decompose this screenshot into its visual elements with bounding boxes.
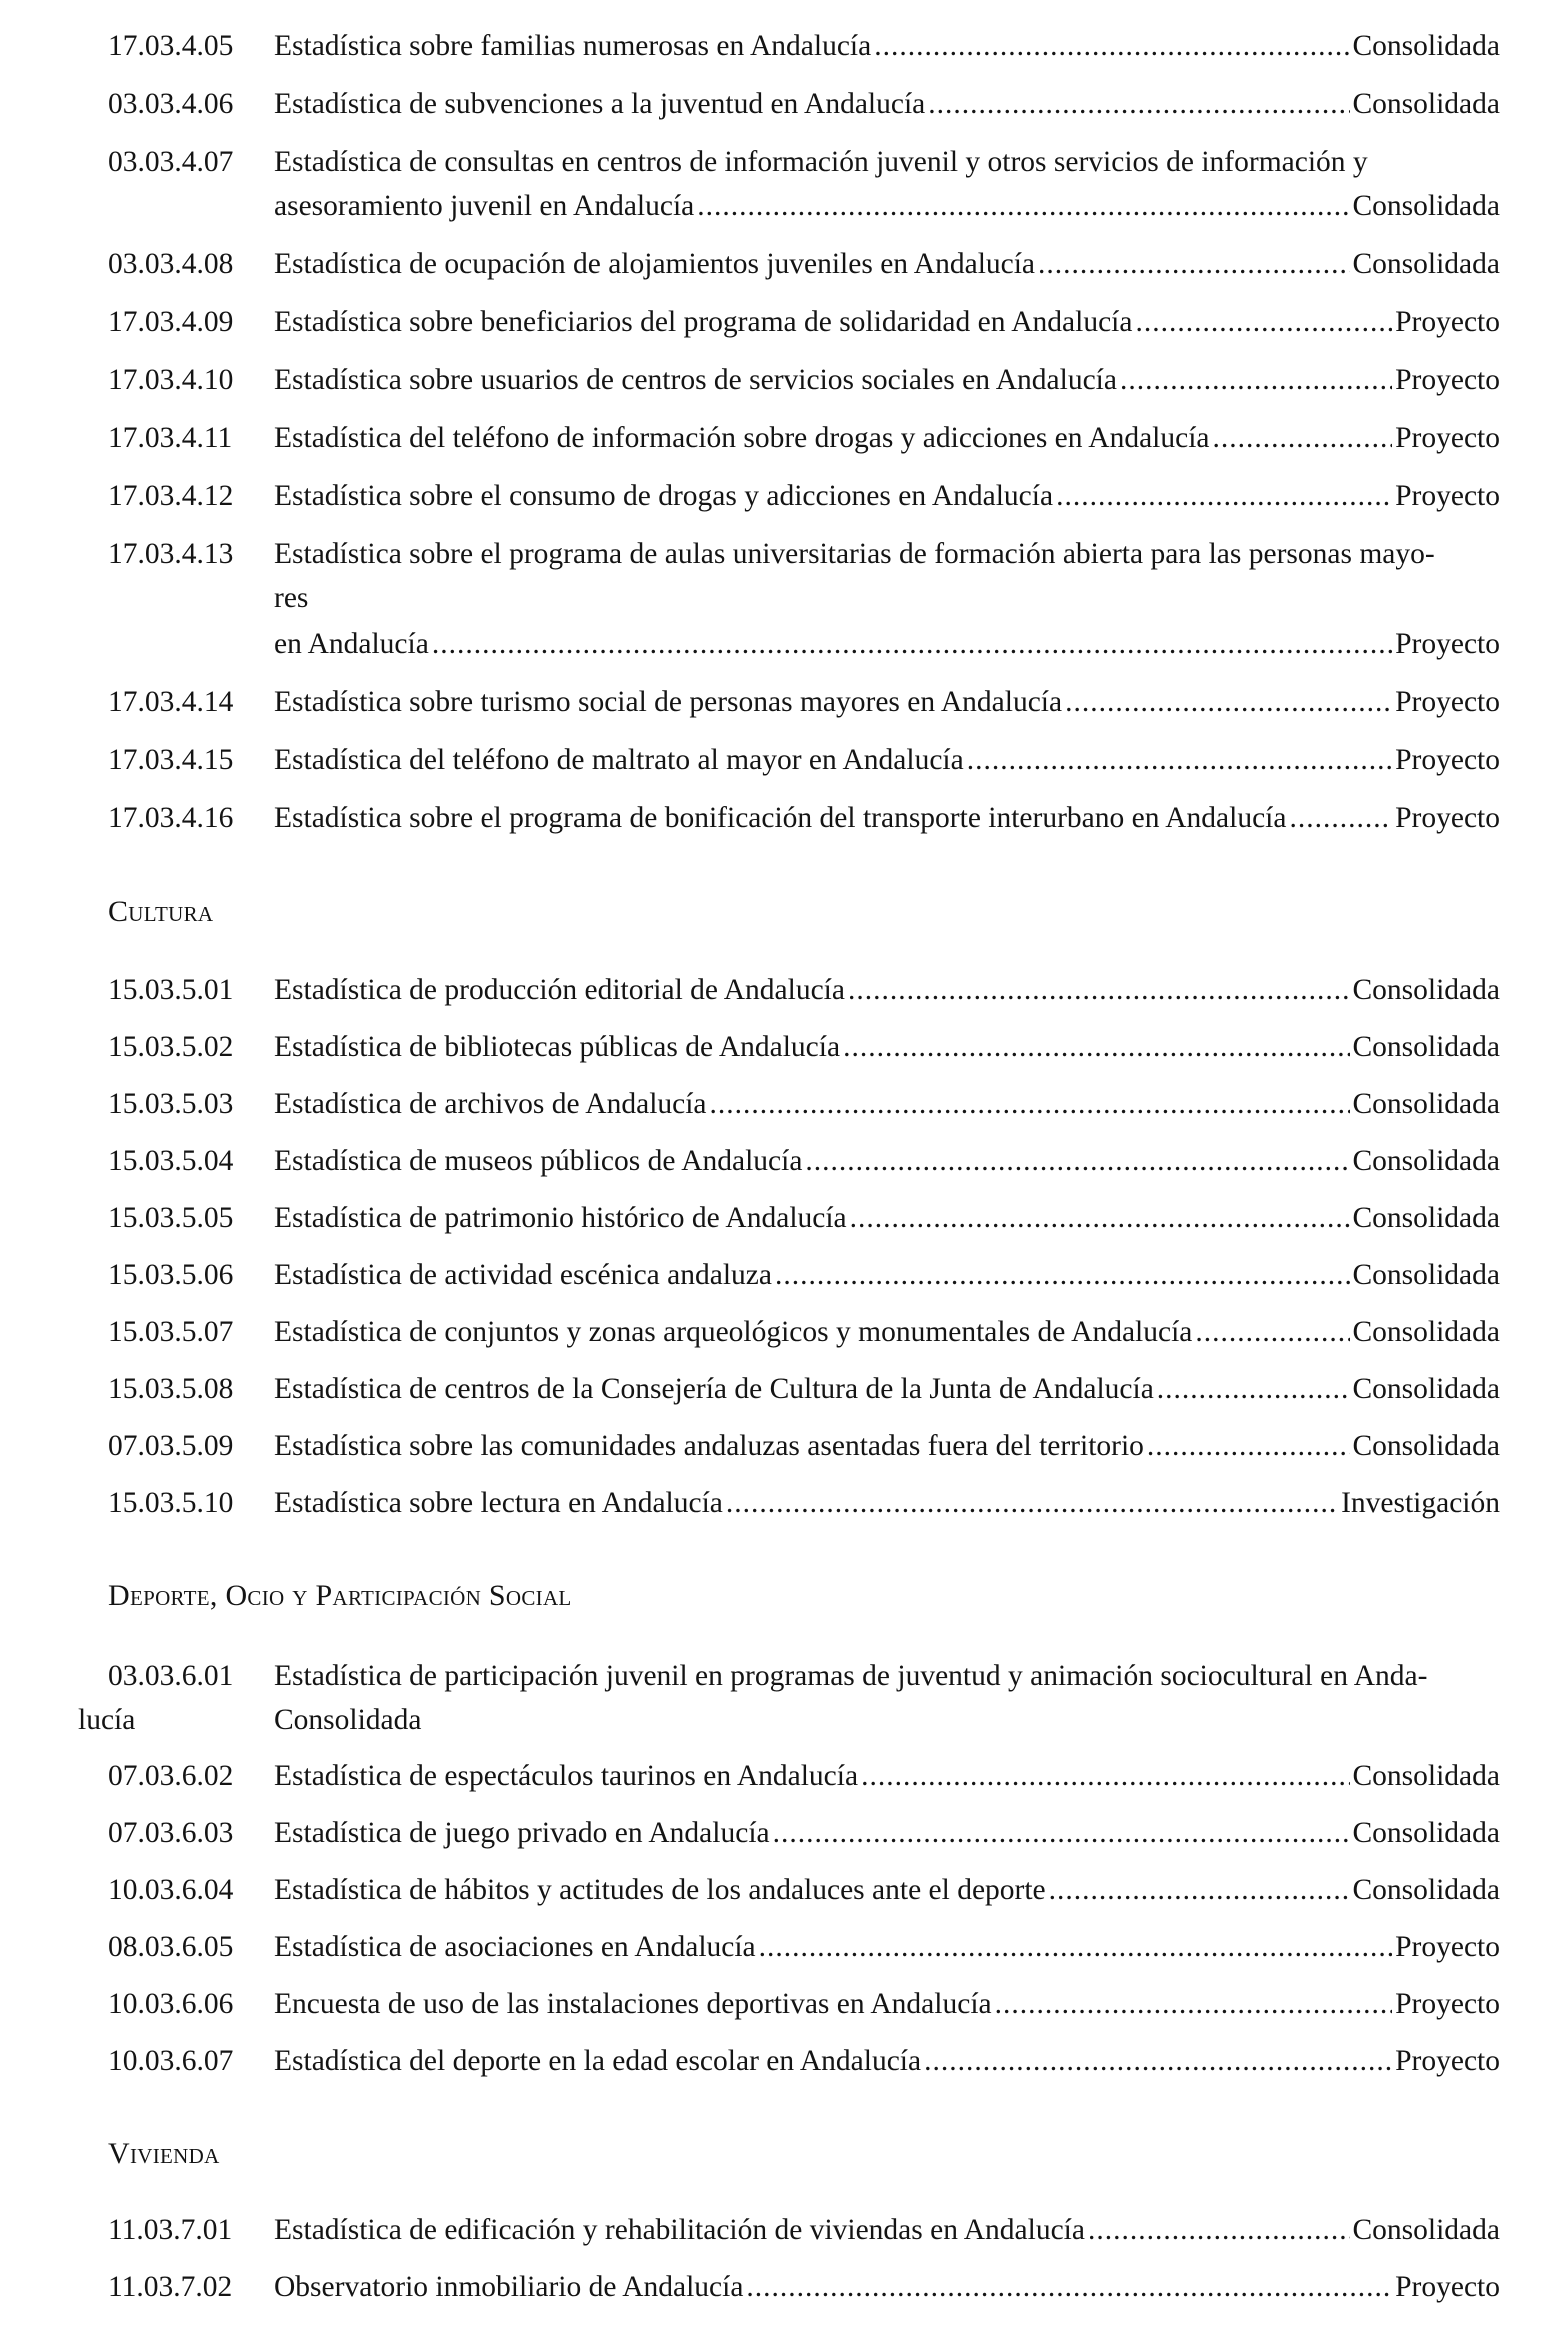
entry-code: 03.03.4.06 xyxy=(108,88,234,120)
entry-title: Estadística sobre lectura en Andalucía xyxy=(274,1487,723,1519)
entry-title: Estadística de asociaciones en Andalucía xyxy=(274,1931,756,1963)
entry-status: Consolidada xyxy=(1352,190,1500,222)
entry-status: Consolidada xyxy=(1352,2214,1500,2246)
entry-code: 07.03.5.09 xyxy=(108,1430,234,1462)
entry-status: Consolidada xyxy=(1352,1373,1500,1405)
entry-code: 15.03.5.10 xyxy=(108,1487,234,1519)
entry-title-continued: res xyxy=(274,582,309,614)
entry-status: Consolidada xyxy=(1352,1430,1500,1462)
entry-title: Estadística de juego privado en Andalucía xyxy=(274,1817,770,1849)
entry-code: 17.03.4.15 xyxy=(108,744,234,776)
entry-title: Estadística sobre beneficiarios del programa de solidaridad en Andalucía xyxy=(274,306,1133,338)
entry-title: Estadística sobre las comunidades andaluzas asentadas fuera del territorio xyxy=(274,1430,1144,1462)
entry-code: 17.03.4.10 xyxy=(108,364,234,396)
entry-title: Observatorio inmobiliario de Andalucía xyxy=(274,2271,744,2303)
entry-status: Proyecto xyxy=(1395,306,1500,338)
entry-code: 07.03.6.03 xyxy=(108,1817,234,1849)
entry-code: 08.03.6.05 xyxy=(108,1931,234,1963)
entry-code: 15.03.5.05 xyxy=(108,1202,234,1234)
section-heading-deporte: Deporte, Ocio y Participación Social xyxy=(108,1579,572,1612)
entry-code: 15.03.5.07 xyxy=(108,1316,234,1348)
entry-title: Estadística de subvenciones a la juventud en Andalucía xyxy=(274,88,926,120)
entry-title: Estadística del teléfono de maltrato al mayor en Andalucía xyxy=(274,744,964,776)
entry-title: Estadística de actividad escénica andaluza xyxy=(274,1259,772,1291)
entry-title: Estadística de conjuntos y zonas arqueológicos y monumentales de Andalucía xyxy=(274,1316,1193,1348)
entry-status: Proyecto xyxy=(1395,2271,1500,2303)
entry-code: 11.03.7.01 xyxy=(108,2214,233,2246)
entry-status: Consolidada xyxy=(1352,248,1500,280)
entry-status: Proyecto xyxy=(1395,480,1500,512)
entry-status: Proyecto xyxy=(1395,802,1500,834)
entry-code: 15.03.5.02 xyxy=(108,1031,234,1063)
entry-title-wrap: lucía xyxy=(78,1704,136,1736)
entry-status: Consolidada xyxy=(274,1704,422,1736)
entry-title: Estadística sobre familias numerosas en Andalucía xyxy=(274,30,872,62)
entry-status: Proyecto xyxy=(1395,422,1500,454)
entry-code: 17.03.4.16 xyxy=(108,802,234,834)
entry-status: Proyecto xyxy=(1395,628,1500,660)
entry-status: Consolidada xyxy=(1352,1031,1500,1063)
entry-status: Consolidada xyxy=(1352,974,1500,1006)
entry-code: 03.03.4.07 xyxy=(108,146,234,178)
entry-status: Proyecto xyxy=(1395,2045,1500,2077)
entry-title: Estadística de patrimonio histórico de Andalucía xyxy=(274,1202,847,1234)
entry-code: 15.03.5.03 xyxy=(108,1088,234,1120)
entry-status: Consolidada xyxy=(1352,1202,1500,1234)
entry-status: Consolidada xyxy=(1352,1874,1500,1906)
entry-title: Estadística de espectáculos taurinos en Andalucía xyxy=(274,1760,859,1792)
entry-code: 15.03.5.06 xyxy=(108,1259,234,1291)
entry-title: Estadística de producción editorial de Andalucía xyxy=(274,974,845,1006)
entry-code: 07.03.6.02 xyxy=(108,1760,234,1792)
entry-title: Estadística de consultas en centros de información juvenil y otros servicios de información y xyxy=(274,146,1368,178)
entry-status: Investigación xyxy=(1341,1487,1500,1519)
entry-status: Consolidada xyxy=(1352,1088,1500,1120)
entry-title: Estadística de participación juvenil en programas de juventud y animación sociocultural en Anda- xyxy=(274,1660,1428,1692)
entry-code: 11.03.7.02 xyxy=(108,2271,233,2303)
entry-status: Proyecto xyxy=(1395,364,1500,396)
entry-title-continued: en Andalucía xyxy=(274,628,429,660)
entry-title: Estadística de hábitos y actitudes de los andaluces ante el deporte xyxy=(274,1874,1046,1906)
entry-code: 10.03.6.07 xyxy=(108,2045,234,2077)
entry-status: Consolidada xyxy=(1352,1145,1500,1177)
entry-status: Consolidada xyxy=(1352,88,1500,120)
entry-title: Estadística sobre usuarios de centros de servicios sociales en Andalucía xyxy=(274,364,1117,396)
entry-title: Estadística del deporte en la edad escolar en Andalucía xyxy=(274,2045,922,2077)
entry-status: Consolidada xyxy=(1352,1817,1500,1849)
entry-code: 17.03.4.05 xyxy=(108,30,234,62)
entry-title: Estadística sobre el programa de aulas universitarias de formación abierta para las personas mayo- xyxy=(274,538,1435,570)
entry-status: Consolidada xyxy=(1352,1316,1500,1348)
entry-status: Proyecto xyxy=(1395,744,1500,776)
entry-code: 17.03.4.13 xyxy=(108,538,234,570)
entry-title: Estadística de edificación y rehabilitación de viviendas en Andalucía xyxy=(274,2214,1085,2246)
entry-code: 03.03.6.01 xyxy=(108,1660,234,1692)
entry-code: 15.03.5.01 xyxy=(108,974,234,1006)
section-heading-vivienda: Vivienda xyxy=(108,2137,220,2170)
entry-code: 17.03.4.09 xyxy=(108,306,234,338)
entry-title: Estadística de bibliotecas públicas de Andalucía xyxy=(274,1031,841,1063)
entry-title: Estadística de ocupación de alojamientos juveniles en Andalucía xyxy=(274,248,1036,280)
entry-title: Estadística sobre el programa de bonificación del transporte interurbano en Andalucía xyxy=(274,802,1287,834)
entry-status: Proyecto xyxy=(1395,1988,1500,2020)
entry-code: 10.03.6.04 xyxy=(108,1874,234,1906)
entry-status: Consolidada xyxy=(1352,30,1500,62)
entry-code: 17.03.4.11 xyxy=(108,422,233,454)
entry-title: Estadística del teléfono de información sobre drogas y adicciones en Andalucía xyxy=(274,422,1210,454)
entry-title: Encuesta de uso de las instalaciones deportivas en Andalucía xyxy=(274,1988,992,2020)
entry-status: Consolidada xyxy=(1352,1760,1500,1792)
entry-code: 10.03.6.06 xyxy=(108,1988,234,2020)
entry-title: Estadística de centros de la Consejería de Cultura de la Junta de Andalucía xyxy=(274,1373,1154,1405)
entry-title-continued: asesoramiento juvenil en Andalucía xyxy=(274,190,695,222)
entry-code: 15.03.5.08 xyxy=(108,1373,234,1405)
entry-status: Proyecto xyxy=(1395,686,1500,718)
entry-code: 17.03.4.12 xyxy=(108,480,234,512)
section-heading-cultura: Cultura xyxy=(108,895,214,928)
entry-title: Estadística sobre el consumo de drogas y adicciones en Andalucía xyxy=(274,480,1054,512)
entry-code: 17.03.4.14 xyxy=(108,686,234,718)
entry-code: 03.03.4.08 xyxy=(108,248,234,280)
entry-status: Proyecto xyxy=(1395,1931,1500,1963)
entry-status: Consolidada xyxy=(1352,1259,1500,1291)
entry-code: 15.03.5.04 xyxy=(108,1145,234,1177)
entry-title: Estadística de archivos de Andalucía xyxy=(274,1088,707,1120)
entry-title: Estadística sobre turismo social de personas mayores en Andalucía xyxy=(274,686,1063,718)
entry-title: Estadística de museos públicos de Andalucía xyxy=(274,1145,803,1177)
